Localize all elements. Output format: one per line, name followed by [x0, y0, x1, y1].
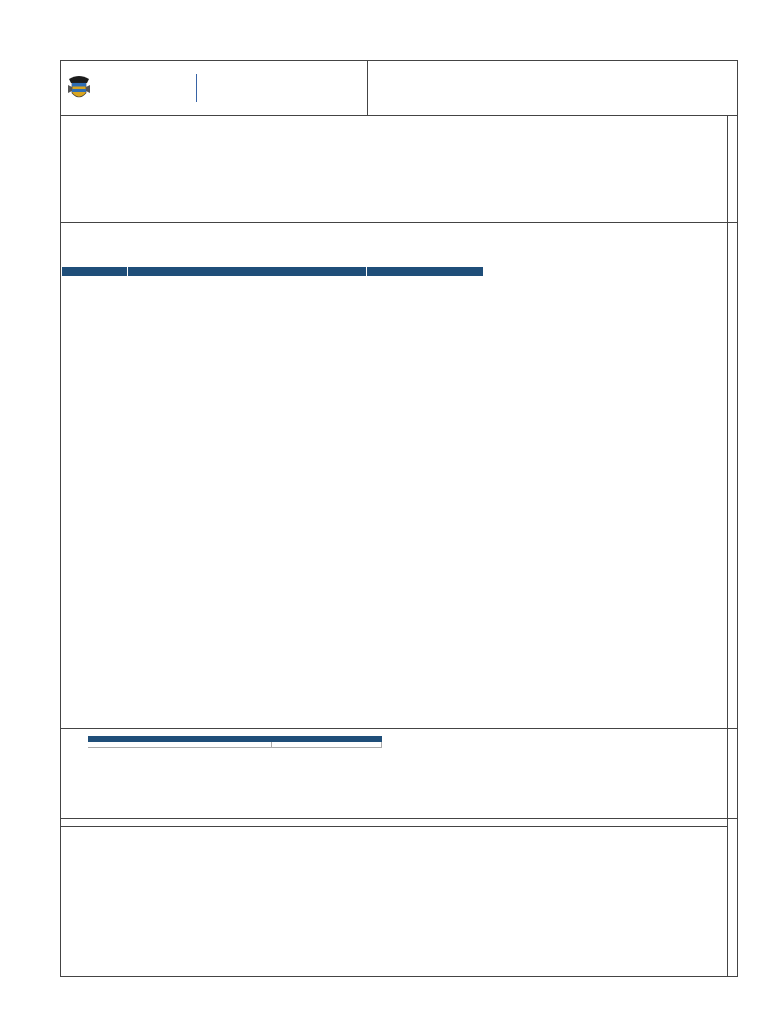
section-3-label — [727, 728, 738, 818]
section-divider — [727, 818, 738, 819]
total-value — [272, 742, 382, 747]
brand-divider — [196, 74, 197, 102]
col-requisito-header — [128, 267, 367, 276]
col-descripcion-header — [367, 267, 484, 276]
logo-block — [60, 60, 367, 116]
section-1-label — [727, 118, 738, 222]
page-frame — [60, 60, 738, 977]
total-spacer — [88, 742, 154, 747]
header-divider — [367, 60, 368, 116]
coat-of-arms-icon — [65, 73, 93, 103]
total-label — [154, 742, 272, 747]
criteria-total-row — [88, 742, 382, 748]
section-2-label — [727, 222, 738, 728]
section-separator — [60, 818, 727, 819]
document-header — [60, 60, 738, 116]
col-no-header — [62, 267, 128, 276]
results-separator — [60, 826, 727, 827]
section-separator — [60, 222, 727, 223]
requirements-table-header — [62, 267, 484, 276]
criteria-table — [88, 736, 382, 748]
section-separator — [60, 728, 727, 729]
